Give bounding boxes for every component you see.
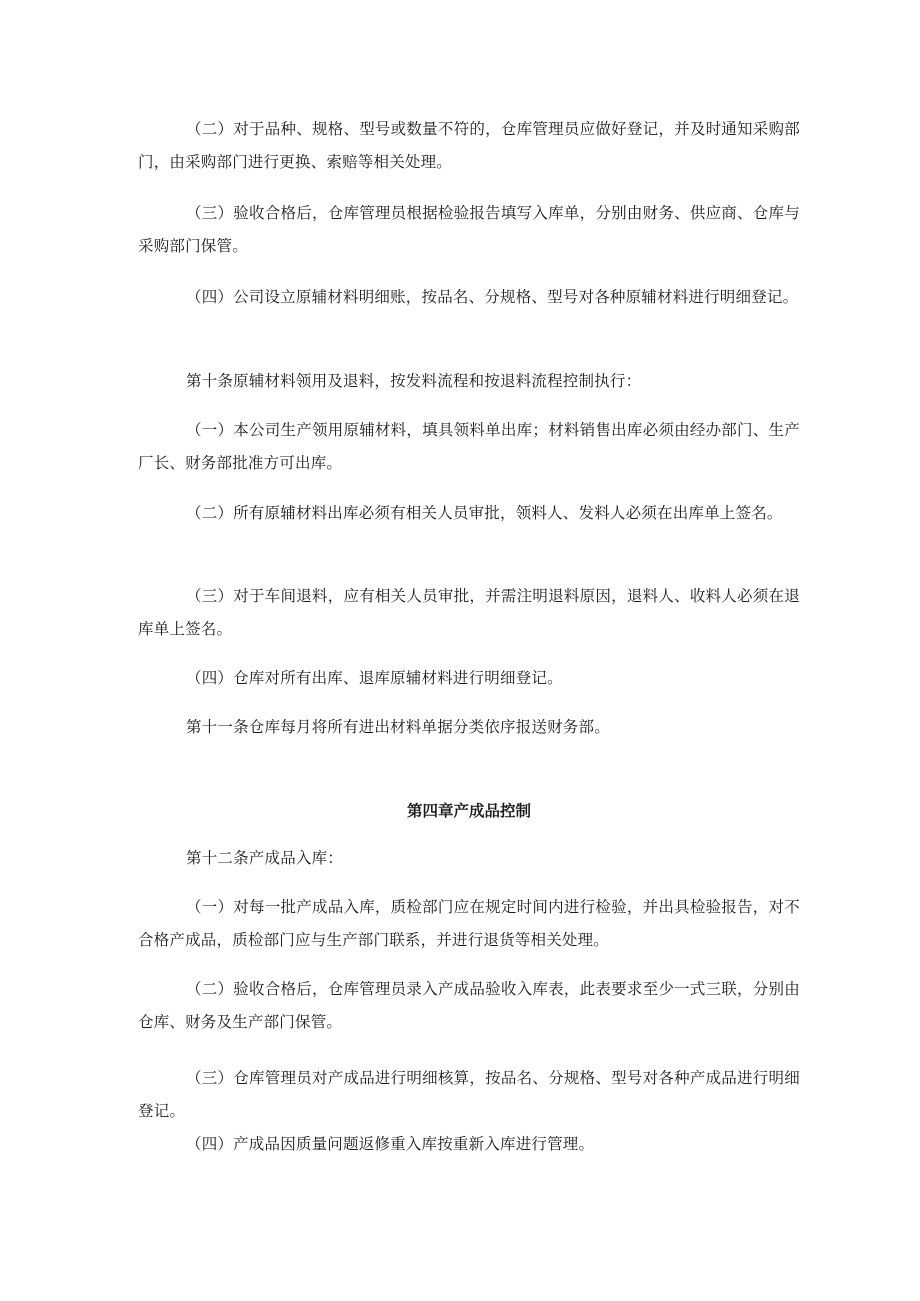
article-11: 第十一条仓库每月将所有进出材料单据分类依序报送财务部。 [186,718,610,736]
paragraph-receiving-storage-slip: （三）验收合格后，仓库管理员根据检验报告填写入库单，分别由财务、供应商、仓库与采购部门保管。 [138,204,800,255]
paragraph-product-inspection: （一）对每一批产成品入库，质检部门应在规定时间内进行检验，并出具检验报告，对不合格产成品，质检部门应与生产部门联系，并进行退货等相关处理。 [138,898,800,949]
paragraph-outbound-approval: （二）所有原辅材料出库必须有相关人员审批，领料人、发料人必须在出库单上签名。 [186,504,783,522]
paragraph-product-rework: （四）产成品因质量问题返修重入库按重新入库进行管理。 [186,1135,595,1153]
article-10: 第十条原辅材料领用及退料，按发料流程和按退料流程控制执行： [186,372,642,390]
paragraph-material-requisition: （一）本公司生产领用原辅材料，填具领料单出库；材料销售出库必须由经办部门、生产厂长、财务部批准方可出库。 [138,421,800,472]
paragraph-outbound-ledger: （四）仓库对所有出库、退库原辅材料进行明细登记。 [186,669,563,687]
article-12: 第十二条产成品入库： [186,849,344,867]
chapter-title: 第四章产成品控制 [406,802,531,820]
paragraph-product-receipt-form: （二）验收合格后，仓库管理员录入产成品验收入库表，此表要求至少一式三联，分别由仓库、财务及生产部门保管。 [138,980,800,1031]
paragraph-workshop-return: （三）对于车间退料，应有相关人员审批，并需注明退料原因，退料人、收料人必须在退库单上签名。 [138,587,800,638]
paragraph-product-ledger: （三）仓库管理员对产成品进行明细核算，按品名、分规格、型号对各种产成品进行明细登记。 [138,1069,800,1120]
paragraph-material-ledger: （四）公司设立原辅材料明细账，按品名、分规格、型号对各种原辅材料进行明细登记。 [186,288,799,306]
paragraph-receiving-mismatch: （二）对于品种、规格、型号或数量不符的，仓库管理员应做好登记，并及时通知采购部门，由采购部门进行更换、索赔等相关处理。 [138,120,800,171]
